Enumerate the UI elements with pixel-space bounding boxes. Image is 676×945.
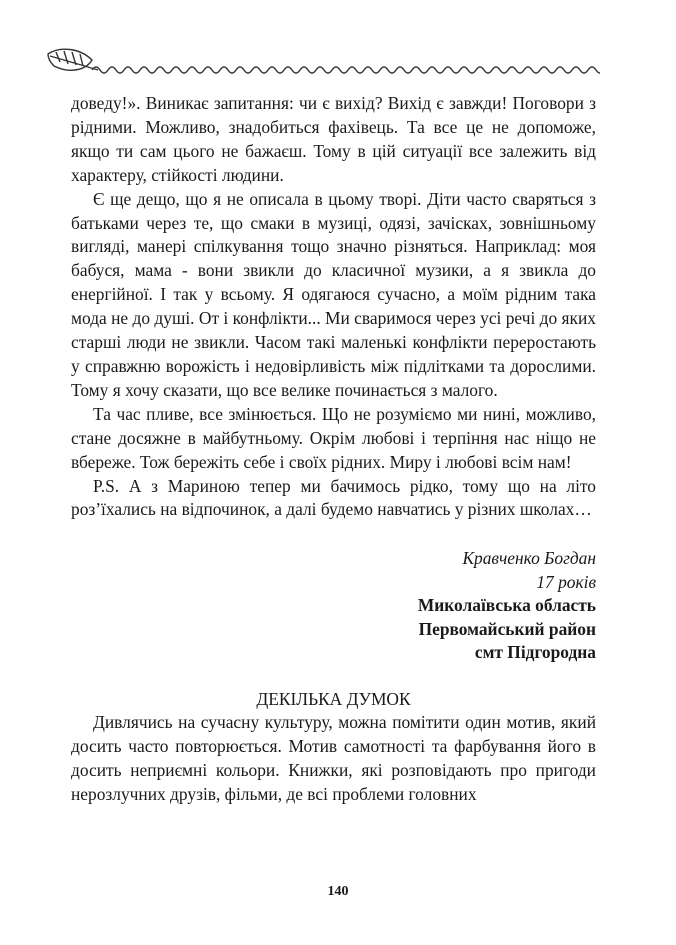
paragraph-4: P.S. А з Мариною тепер ми бачимось рідко, тому що на літо роз’їхались на відпочинок, а далі будемо навчатись у різних школах… xyxy=(71,475,596,520)
author-district: Первомайський район xyxy=(418,618,596,639)
page-number: 140 xyxy=(327,884,349,899)
paragraph-5: Дивлячись на сучасну культуру, можна помітити один мотив, який досить часто повторюється. Мотив самотності та фарбування його в досить неприємні кольори. Книжки, які розповідають про пригоди нерозлучних друзів, фільми, де всі проблеми головних xyxy=(71,711,596,804)
author-region: Миколаївська область xyxy=(417,595,596,616)
feather-icon xyxy=(48,49,98,70)
paragraph-2: Є ще дещо, що я не описала в цьому творі. Діти часто сваряться з батьками через те, що смаки в музиці, одязі, зачісках, зовнішньому вигляді, манері спілкування тощо значно різняться. Наприклад: моя бабуся, мама - вони звикли до класичної музики, а я звикла до енергійної. І так у всьому. Я одягаюся сучасно, а моїм рідним така мода не до душі. От і конфлікти... Ми сваримося через усі речі до яких старші люди не звикли. Часом такі маленькі конфлікти переростають у справжню ворожість і недовірливість між підлітками та дорослими. Тому я хочу сказати, що все велике починається з малого. xyxy=(71,188,596,400)
feather-wave-ornament xyxy=(40,40,600,90)
page-body xyxy=(71,92,596,806)
wave-line xyxy=(92,67,600,73)
author-age: 17 років xyxy=(536,571,596,592)
author-signature xyxy=(71,547,596,665)
section-heading: ДЕКІЛЬКА ДУМОК xyxy=(256,688,411,709)
paragraph-3: Та час пливе, все змінюється. Що не розуміємо ми нині, можливо, стане досяжне в майбутньому. Окрім любові і терпіння нас ніщо не вбереже. Тож бережіть себе і своїх рідних. Миру і любові всім нам! xyxy=(71,403,596,472)
paragraph-1: доведу!». Виникає запитання: чи є вихід? Вихід є завжди! Поговори з рідними. Можливо, знадобиться фахівець. Та все це не допоможе, якщо ти сам цього не бажаєш. Тому в цій ситуації все залежить від характеру, стійкості людини. xyxy=(71,93,596,185)
author-settlement: смт Підгородна xyxy=(474,642,596,663)
author-name: Кравченко Богдан xyxy=(462,548,596,569)
